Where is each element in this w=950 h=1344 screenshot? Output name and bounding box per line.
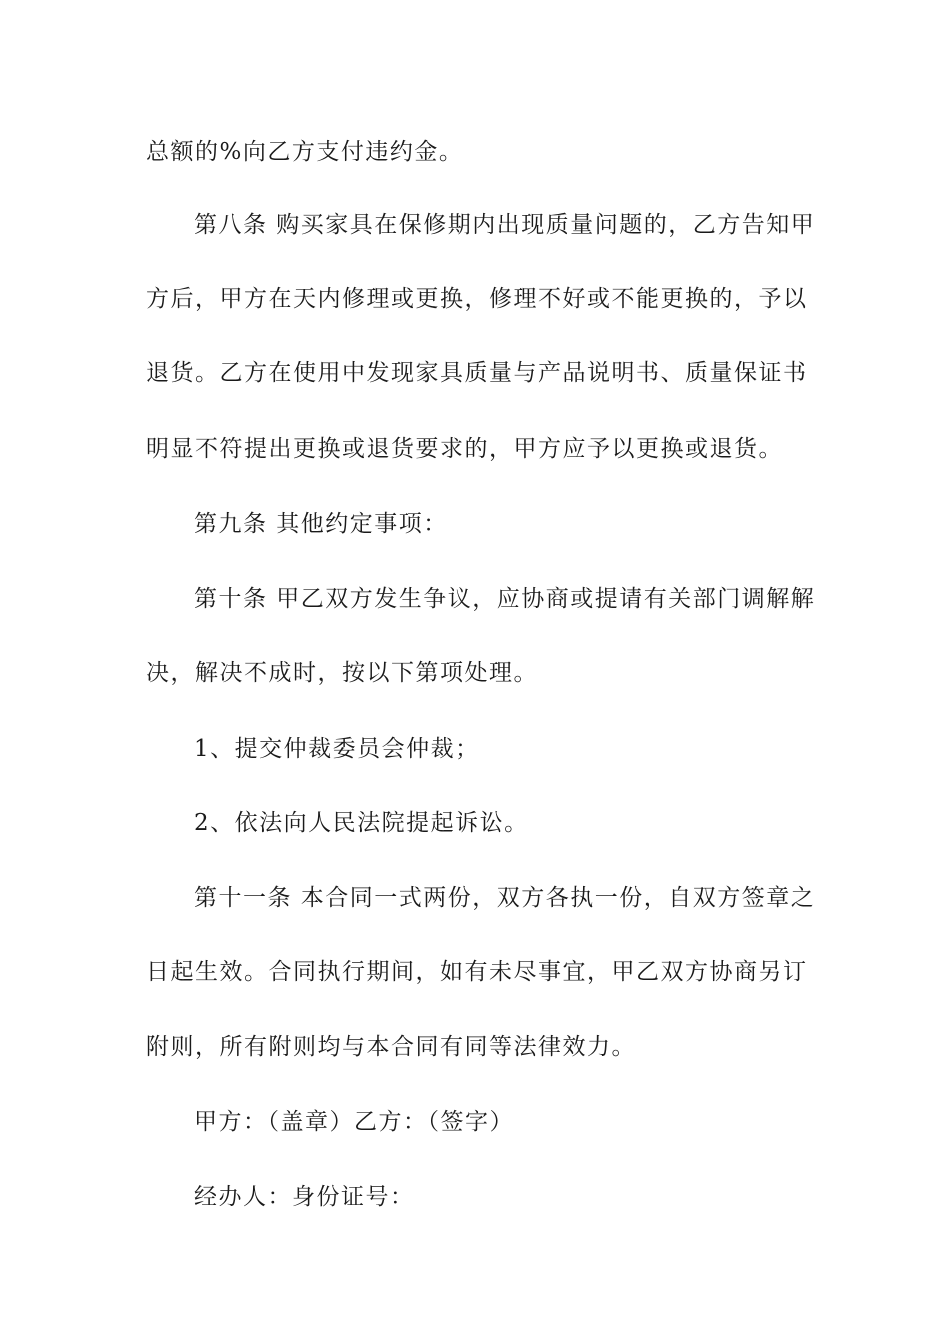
option-litigation: 2、依法向人民法院提起诉讼。: [194, 810, 529, 836]
signature-parties: 甲方：（盖章）乙方：（签字）: [194, 1109, 514, 1135]
article-11-line-3: 附则，所有附则均与本合同有同等法律效力。: [146, 1034, 636, 1060]
text-line-penalty-continued: 总额的%向乙方支付违约金。: [146, 139, 464, 165]
article-11-line-2: 日起生效。合同执行期间，如有未尽事宜，甲乙双方协商另订: [146, 959, 808, 985]
article-10-line-2: 决，解决不成时，按以下第项处理。: [146, 660, 538, 686]
article-11-line-1: 第十一条 本合同一式两份，双方各执一份，自双方签章之: [194, 885, 816, 911]
agent-id-line: 经办人：身份证号：: [194, 1184, 415, 1210]
article-8-line-2: 方后，甲方在天内修理或更换，修理不好或不能更换的，予以: [146, 286, 808, 312]
option-arbitration: 1、提交仲裁委员会仲裁；: [194, 736, 480, 762]
article-8-line-4: 明显不符提出更换或退货要求的，甲方应予以更换或退货。: [146, 436, 783, 462]
article-8-line-3: 退货。乙方在使用中发现家具质量与产品说明书、质量保证书: [146, 360, 808, 386]
article-8-line-1: 第八条 购买家具在保修期内出现质量问题的，乙方告知甲: [194, 212, 816, 238]
article-10-line-1: 第十条 甲乙双方发生争议，应协商或提请有关部门调解解: [194, 586, 816, 612]
article-9: 第九条 其他约定事项：: [194, 511, 448, 537]
